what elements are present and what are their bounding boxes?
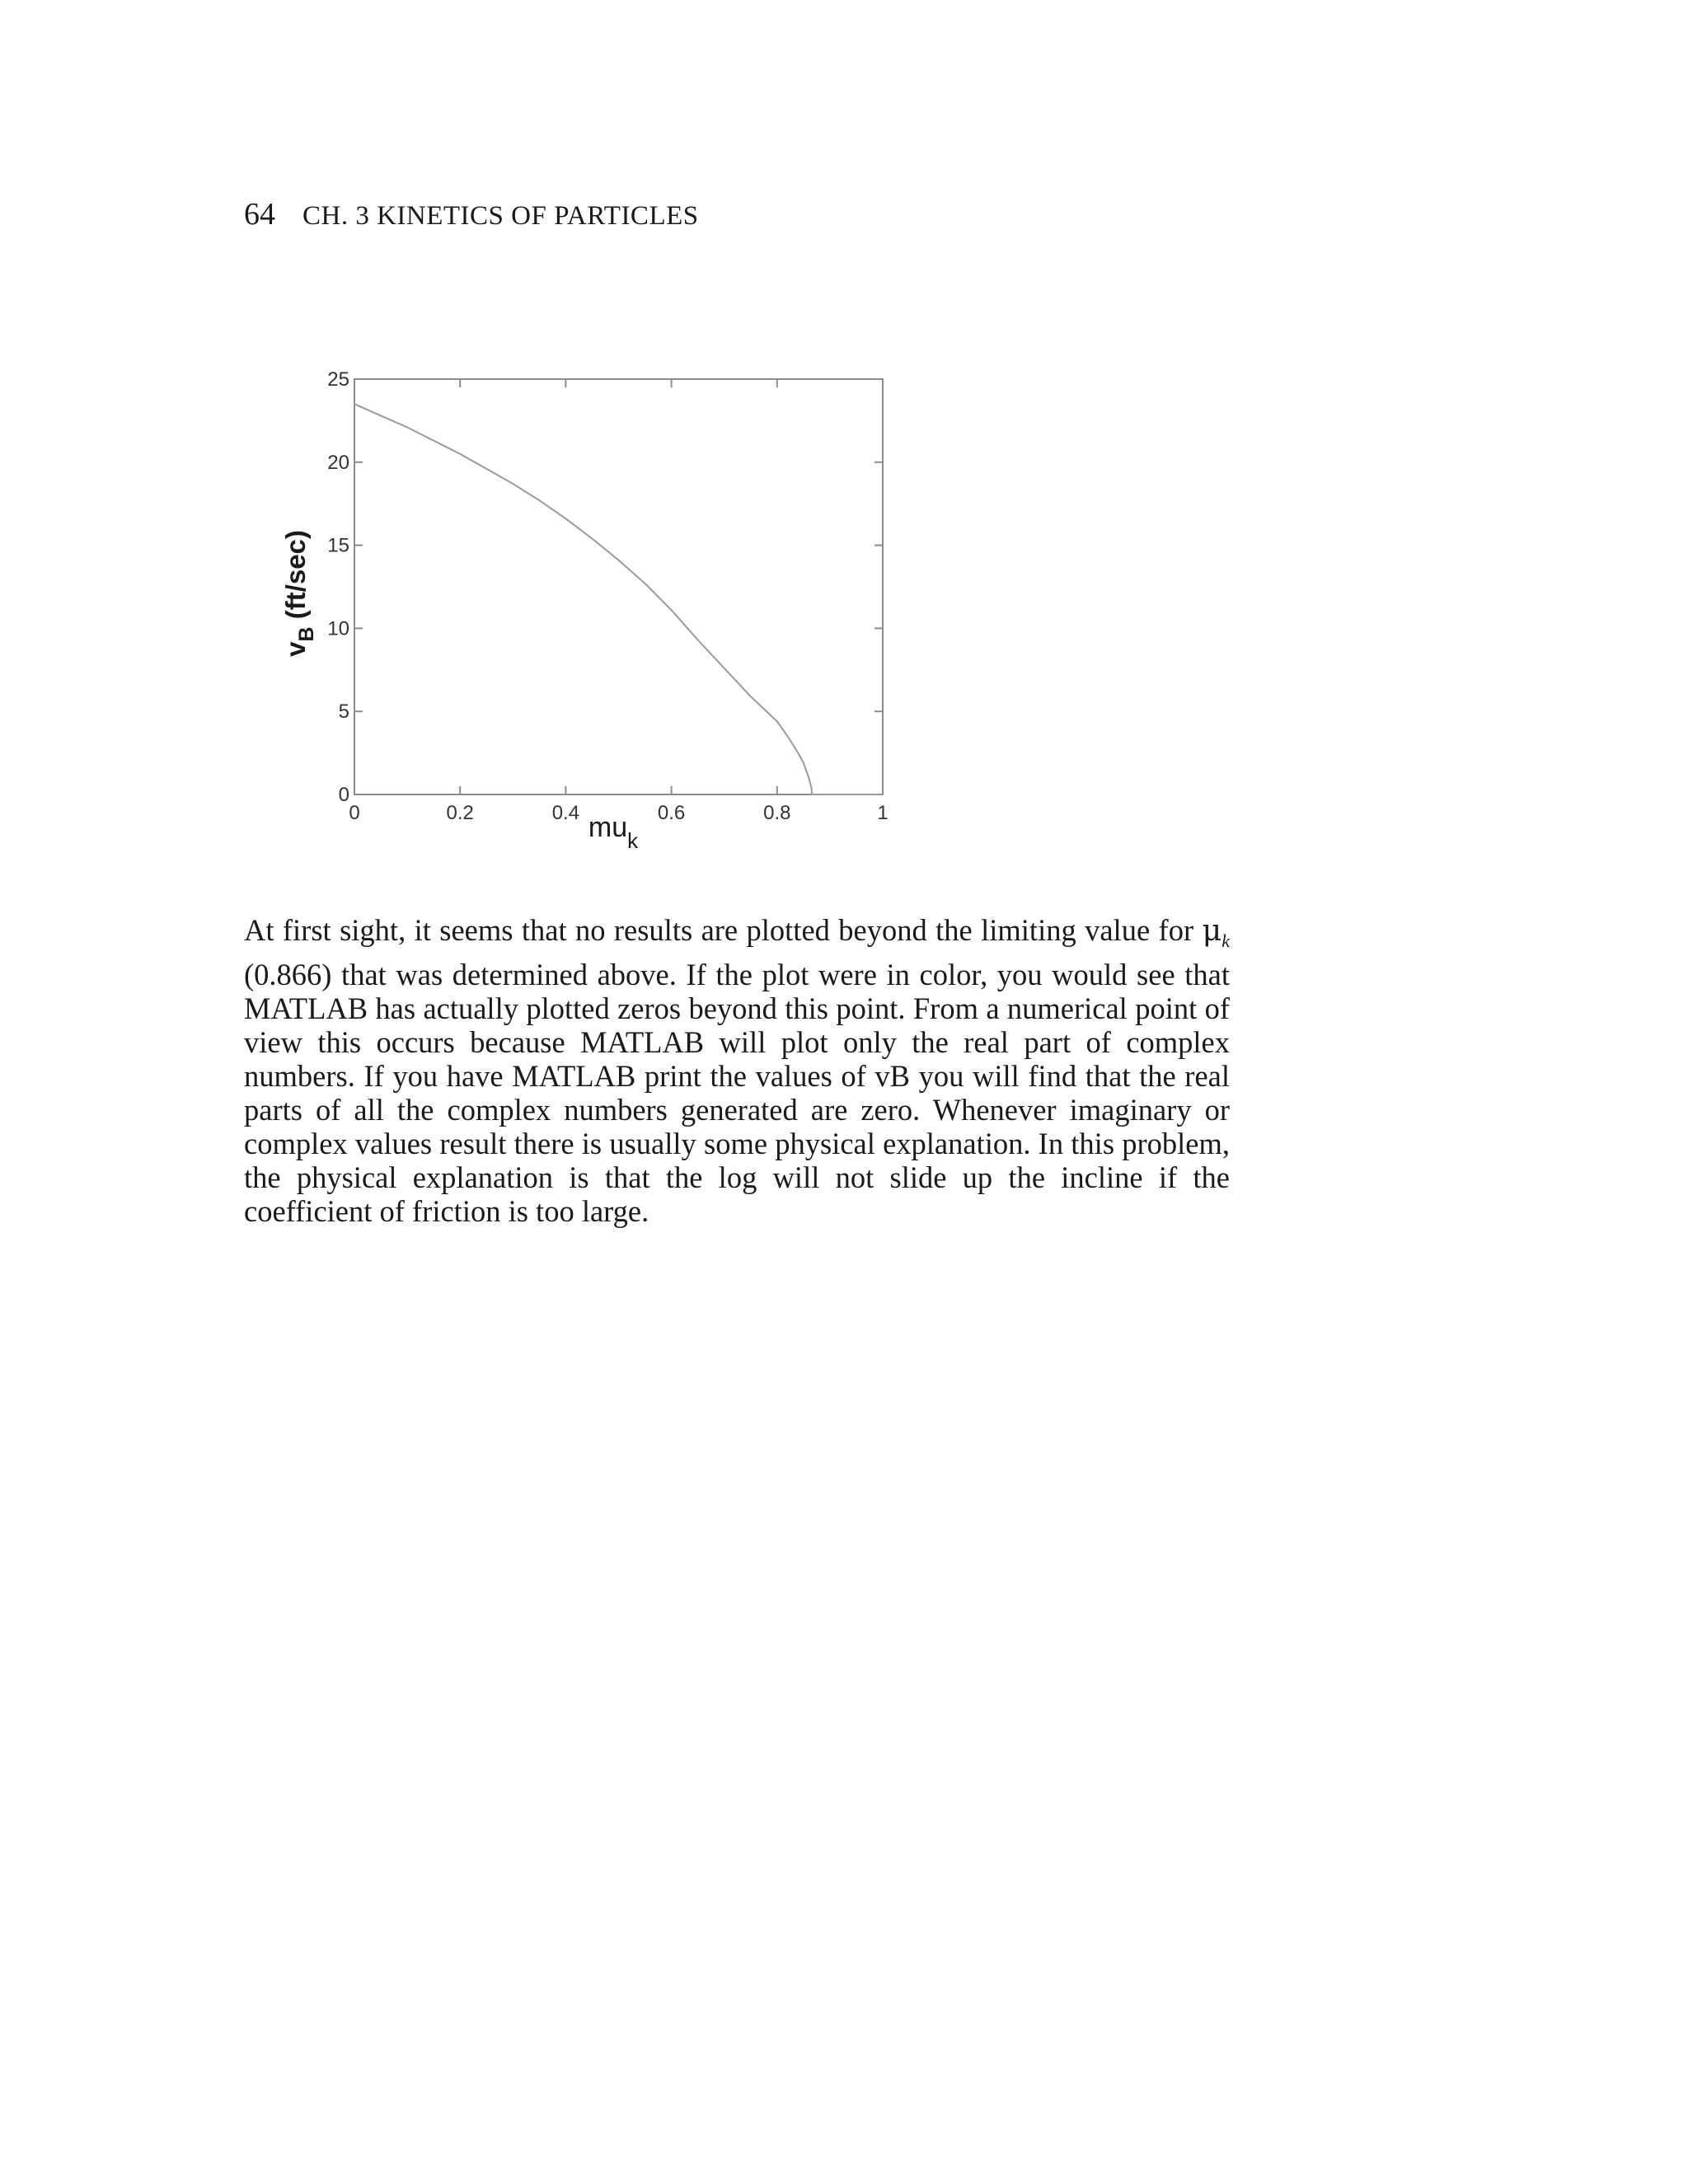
chart-svg (264, 354, 923, 882)
x-axis-label-main: mu (588, 812, 628, 843)
y-tick-label: 0 (338, 784, 349, 806)
x-tick-label: 0.8 (763, 802, 791, 824)
paragraph-first-line: At first sight, it seems that no results are plotted beyond the limiting value for (244, 913, 1203, 947)
chart-figure (264, 354, 923, 882)
x-tick-label: 0.6 (657, 802, 686, 824)
y-axis-label-main: v (280, 641, 311, 657)
x-tick-label: 1 (877, 802, 889, 824)
y-axis-label-sub: B (295, 626, 318, 642)
x-tick-label: 0.4 (551, 802, 580, 824)
mu-subscript: k (1221, 930, 1230, 951)
x-axis-label-sub: k (627, 828, 639, 853)
y-tick-label: 5 (338, 701, 349, 724)
chapter-title: CH. 3 KINETICS OF PARTICLES (302, 201, 699, 231)
y-axis-label (280, 530, 318, 657)
data-line (354, 404, 883, 794)
x-tick-label: 0.2 (446, 802, 474, 824)
x-axis-label (588, 812, 639, 853)
page-number: 64 (244, 197, 275, 232)
x-tick-label: 0 (349, 802, 360, 824)
paragraph-rest: (0.866) that was determined above. If the plot were in color, you would see that MATLAB has actually plotted zeros beyond this point. From a numerical point of view this occurs because MATLAB will plot only the real part of complex numbers. If you have MATLAB print the values of vB you will find that the real parts of all the complex numbers generated are zero. Whenever imaginary or complex values result there is usually some physical explanation. In this problem, the physical explanation is that the log will not slide up the incline if the coefficient of friction is too large. (244, 958, 1230, 1228)
y-tick-label: 10 (327, 617, 349, 640)
mu-symbol: μ (1202, 912, 1222, 948)
y-tick-label: 15 (327, 534, 349, 557)
body-paragraph (244, 913, 1230, 1228)
y-tick-label: 20 (327, 451, 349, 474)
axis-tick-labels (327, 368, 888, 824)
page-header (244, 196, 699, 232)
y-axis-label-unit: (ft/sec) (280, 530, 311, 627)
y-tick-label: 25 (327, 368, 349, 391)
